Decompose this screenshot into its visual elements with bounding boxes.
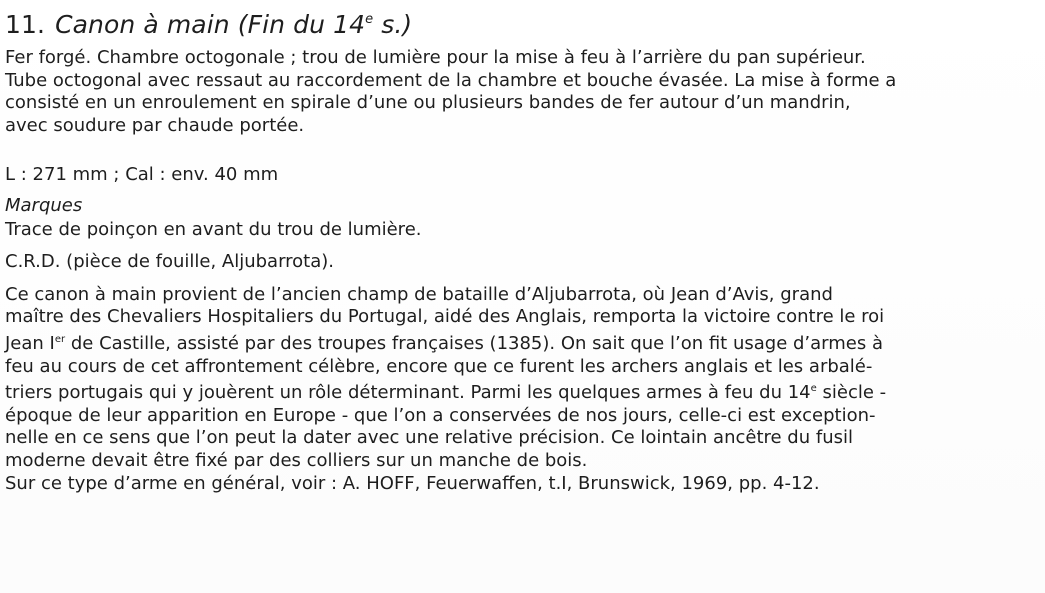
- title-end-text: s.): [373, 10, 413, 39]
- dimensions-text: L : 271 mm ; Cal : env. 40 mm: [5, 164, 279, 186]
- marks-label: Marques: [5, 194, 83, 216]
- history-text: Jean I: [5, 332, 55, 354]
- description-paragraph: [5, 47, 1031, 137]
- description-line: Tube octogonal avec ressaut au raccordement de la chambre et bouche évasée. La mise à forme a: [5, 69, 897, 91]
- title-main-text: Canon à main (Fin du 14: [55, 10, 366, 39]
- bibliography-reference: Sur ce type d’arme en général, voir : A. HOFF, Feuerwaffen, t.I, Brunswick, 1969, pp. 4-12.: [5, 472, 820, 494]
- history-line: Ce canon à main provient de l’ancien champ de bataille d’Aljubarrota, où Jean d’Avis, grand: [5, 283, 833, 305]
- history-line: moderne devait être fixé par des colliers sur un manche de bois.: [5, 449, 588, 471]
- history-line: nelle en ce sens que l’on peut la dater avec une relative précision. Ce lointain ancêtre du fusil: [5, 427, 853, 449]
- marks-text: Trace de poinçon en avant du trou de lumière.: [5, 218, 422, 240]
- description-line: consisté en un enroulement en spirale d’une ou plusieurs bandes de fer autour d’un mandrin,: [5, 92, 851, 114]
- history-line: feu au cours de cet affrontement célèbre, encore que ce furent les archers anglais et les arbalé-: [5, 355, 873, 377]
- description-line: Fer forgé. Chambre octogonale ; trou de lumière pour la mise à feu à l’arrière du pan supérieur.: [5, 47, 866, 68]
- history-text: siècle -: [816, 382, 887, 404]
- ordinal-superscript: er: [54, 333, 66, 345]
- title-century-superscript: e: [365, 12, 374, 27]
- history-text: triers portugais qui y jouèrent un rôle déterminant. Parmi les quelques armes à feu du 14: [5, 382, 811, 404]
- catalog-number: 11.: [5, 10, 46, 39]
- object-title: [55, 10, 412, 39]
- history-paragraph: [5, 284, 1031, 473]
- description-line: avec soudure par chaude portée.: [5, 114, 305, 136]
- history-line: [5, 329, 1031, 356]
- page-title: [5, 0, 1031, 40]
- history-line: maître des Chevaliers Hospitaliers du Portugal, aidé des Anglais, remporta la victoire contre le roi: [5, 306, 885, 328]
- source-text: C.R.D. (pièce de fouille, Aljubarrota).: [5, 251, 335, 273]
- century-superscript: e: [810, 383, 817, 395]
- history-text: de Castille, assisté par des troupes françaises (1385). On sait que l’on fit usage d’armes à: [65, 332, 883, 354]
- history-line: [5, 378, 1031, 405]
- history-line: époque de leur apparition en Europe - que l’on a conservées de nos jours, celle-ci est exception-: [5, 404, 876, 426]
